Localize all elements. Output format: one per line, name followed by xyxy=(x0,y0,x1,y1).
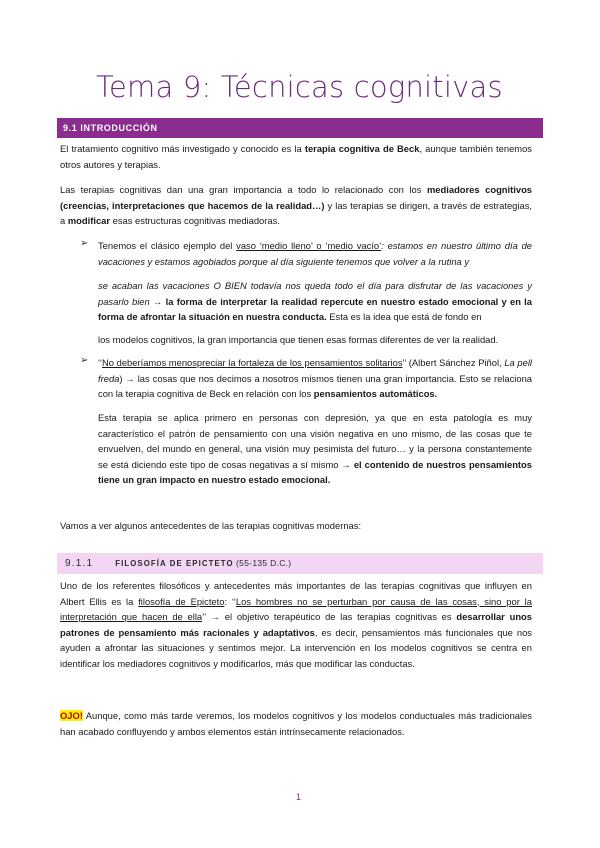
bold-term: pensamientos automáticos. xyxy=(313,388,438,400)
text-run: esas estructuras cognitivas mediadoras. xyxy=(110,215,280,227)
paragraph-intro xyxy=(60,141,532,172)
page-number: 1 xyxy=(296,792,302,802)
bold-term: mediadores cognitivos (creencias, interpretaciones que hacemos de la realidad…) xyxy=(60,184,533,211)
subsection-dates: (55-135 D.C.) xyxy=(236,558,292,568)
text-run: ’’ → el objetivo terapéutico de las terapias cognitivas es xyxy=(202,611,457,623)
text-run: Tenemos el clásico ejemplo del xyxy=(98,240,237,251)
italic-text: se acaban las vacaciones O BIEN todavía nos queda todo el día para disfrutar de las vacaciones y pasarlo bien xyxy=(98,280,532,307)
underlined-term: filosofía de Epicteto xyxy=(138,595,225,607)
text-run: Esta terapia se aplica primero en personas con depresión, ya que en esta patología es muy característico el patrón de pensamiento con una visión negativa en uno mismo, de las cosas que te envuelven, del mundo en general, una visión muy pesimista del futuro… y la persona constantemente se está diciendo este tipo de cosas negativas a sí mismo → xyxy=(98,412,532,470)
text-run: , aunque también tenemos otros autores y terapias. xyxy=(60,143,532,170)
italic-text: : estamos en nuestro último día de vacaciones y estamos agobiados porque al día siguiente tenemos que volver a la rutina y xyxy=(98,240,532,267)
bullet-arrow-icon: ➢ xyxy=(80,238,89,249)
bold-term: el contenido de nuestros pensamientos tiene un gran impacto en nuestro estado emocional. xyxy=(98,458,532,486)
section-heading-bar: 9.1 INTRODUCCIÓN xyxy=(57,118,543,138)
paragraph-mediators xyxy=(60,182,532,229)
subsection-title: FILOSOFÍA DE EPICTETO xyxy=(115,559,234,568)
text-run: , es decir, pensamientos más funcionales que nos ayuden a afrontar las situaciones y sentimos mejor. La intervención en los modelos cognitivos se centra en identificar los mediadores cognitivos y modificarlos, más que modificar las conductas. xyxy=(60,626,532,669)
text-run: ‘‘ xyxy=(98,357,102,368)
text-run: ’’ (Albert Sánchez Piñol, xyxy=(402,357,505,368)
paragraph-depression xyxy=(98,410,532,488)
underlined-quote: No deberíamos menospreciar la fortaleza de los pensamientos solitarios xyxy=(102,357,403,368)
paragraph-antecedents: Vamos a ver algunos antecedentes de las terapias cognitivas modernas: xyxy=(60,520,362,531)
text-run: Aunque, como más tarde veremos, los modelos cognitivos y los modelos conductuales más tradicionales han acabado confluyendo y ambos elementos están intrínsecamente relacionados. xyxy=(60,710,532,737)
bullet-glass-example xyxy=(98,238,532,269)
bullet-arrow-icon: ➢ xyxy=(80,355,89,366)
bold-term: desarrollar unos patrones de pensamiento más racionales y adaptativos xyxy=(60,611,532,638)
text-run: Las terapias cognitivas dan una gran importancia a todo lo relacionado con los xyxy=(60,184,427,195)
arrow-icon: → xyxy=(149,295,166,307)
bold-term: terapia cognitiva de Beck xyxy=(304,143,420,154)
bold-term: modificar xyxy=(67,215,111,227)
subsection-number: 9.1.1 xyxy=(65,558,94,569)
text-run: : ‘‘ xyxy=(224,595,236,607)
subsection-heading-bar xyxy=(57,553,543,574)
underlined-quote: Los hombres no se perturban por causa de las cosas, sino por la interpretación que hacen de ella xyxy=(60,595,532,623)
ojo-highlight: OJO! xyxy=(60,710,83,721)
text-run: Esta es la idea que está de fondo en xyxy=(326,311,482,323)
bold-term: la forma de interpretar la realidad repercute en nuestro estado emocional y en la forma de afrontar la situación en nuestra conducta. xyxy=(98,295,532,323)
bullet-glass-continuation xyxy=(98,278,532,325)
text-run: El tratamiento cognitivo más investigado y conocido es la xyxy=(60,143,305,154)
bullet-quote xyxy=(98,355,532,402)
page-title: Tema 9: Técnicas cognitivas xyxy=(96,70,503,104)
bullet-glass-conclusion: los modelos cognitivos, la gran importancia que tienen esas formas diferentes de ver la realidad. xyxy=(98,334,499,345)
text-run: Uno de los referentes filosóficos y antecedentes más importantes de las terapias cognitivas que influyen en Albert Ellis es la xyxy=(60,580,532,607)
text-run: ) → las cosas que nos decimos a nosotros mismos tienen una gran importancia. Esto se relaciona con la terapia cognitiva de Beck en relación con los xyxy=(98,372,532,400)
underlined-term: vaso ‘medio lleno’ o ‘medio vacío’ xyxy=(236,240,382,251)
paragraph-epicteto xyxy=(60,578,532,672)
text-run: y las terapias se dirigen, a través de estrategias, a xyxy=(60,199,532,227)
paragraph-ojo-note xyxy=(60,708,532,739)
italic-title: La pell freda xyxy=(98,357,532,384)
